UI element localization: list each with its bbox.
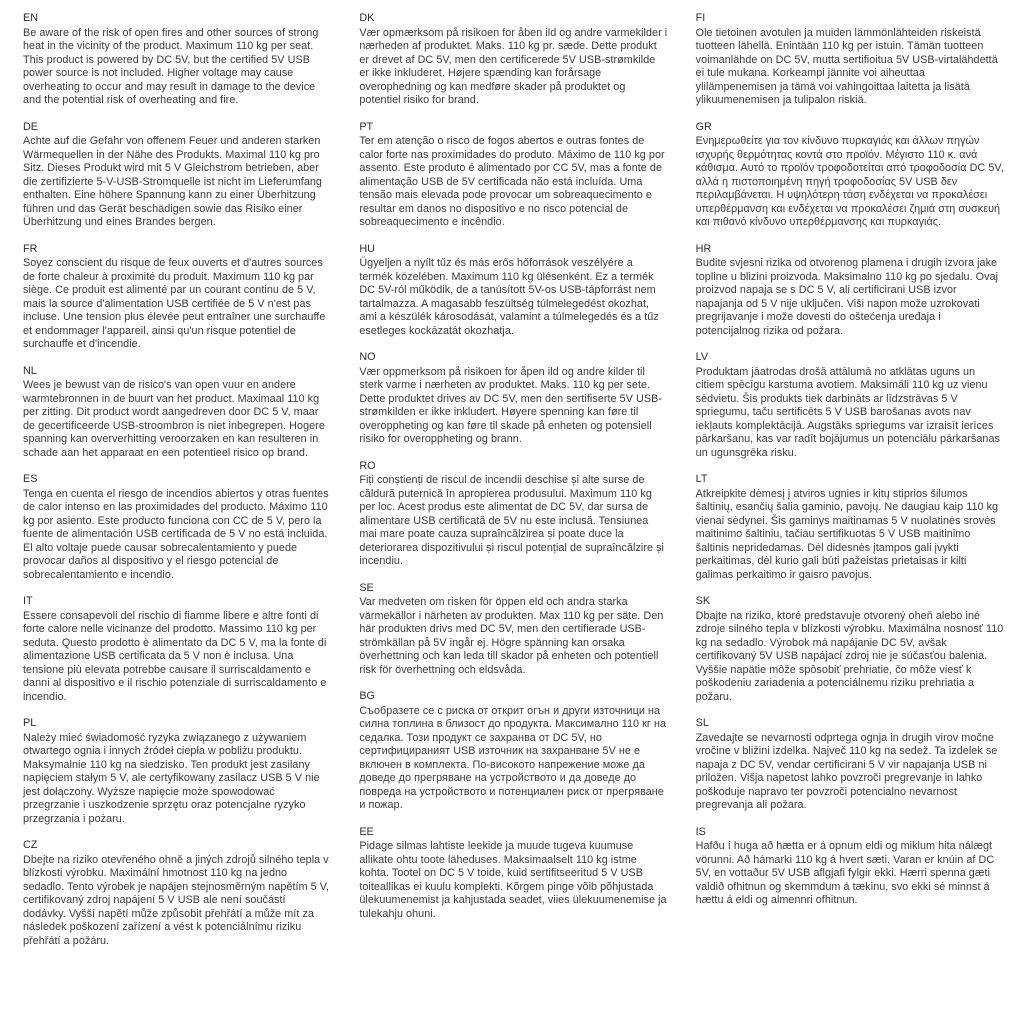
- lang-section-de: [23, 121, 331, 230]
- lang-text-sl: Zavedajte se nevarnosti odprtega ognja in drugih virov močne vročine v bližini izdelka. Največ 110 kg na sedež. Ta izdelek se napaja z DC 5V, vendar certificirani 5 V vir napajanja USB ni priložen. Višja napetost lahko povzroči pregrevanje in lahko poškoduje napravo ter povzroči potencialno nevarnost pregrevanja ali požara.: [695, 731, 998, 811]
- lang-code-ro: RO: [359, 459, 376, 472]
- lang-code-fr: FR: [23, 242, 38, 255]
- lang-section-no: [359, 351, 667, 447]
- lang-text-it: Essere consapevoli del rischio di fiamme libere e altre fonti di forte calore nelle vicinanze del prodotto. Massimo 110 kg per seduta. Questo prodotto è alimentato da DC 5 V, ma la fonte di alimentazione USB certificata da 5 V non è inclusa. Una tensione più elevata potrebbe causare il surriscaldamento e danni al dispositivo e il rischio potenziale di surriscaldamento e incendio.: [23, 609, 327, 703]
- lang-text-no: Vær oppmerksom på risikoen for åpen ild og andre kilder til sterk varme i nærheten av produktet. Maks. 110 kg per sete. Dette produktet drives av DC 5V, men den sertifiserte 5V USB-strømkilden er ikke inkludert. Høyere spenning kan føre til overoppheting og kan føre til skade på enheten og potensiell risiko for overoppheting og brann.: [359, 365, 663, 445]
- lang-section-lv: [696, 351, 1004, 460]
- lang-section-cz: [23, 839, 331, 948]
- lang-text-de: Achte auf die Gefahr von offenem Feuer und anderen starken Wärmequellen in der Nähe des Produkts. Maximal 110 kg pro Sitz. Dieses Produkt wird mit 5 V Gleichstrom betrieben, aber die zertifizierte 5-V-USB-Stromquelle ist nicht im Lieferumfang enthalten. Eine höhere Spannung kann zu einer Überhitzung führen und das Gerät beschädigen sowie das Risiko einer Überhitzung und eines Brandes bergen.: [23, 135, 322, 228]
- lang-section-sl: [696, 717, 1004, 813]
- lang-text-gr: Ενημερωθείτε για τον κίνδυνο πυρκαγιάς και άλλων πηγών ισχυρής θερμότητας κοντά στο προϊόν. Μέγιστο 110 κ. ανά κάθισμα. Αυτό το προϊόν τροφοδοτείται από τροφοδοσία DC 5V, αλλά η πιστοποιημένη πηγή τροφοδοσίας 5V USB δεν περιλαμβάνεται. Η υψηλότερη τάση ενδέχεται να προκαλέσει υπερθέρμανση και ενδέχεται να προκαλέσει ζημιά στη συσκευή και πιθανό κίνδυνο υπερθέρμανσης και πυρκαγιάς.: [695, 135, 1004, 228]
- lang-text-hu: Ügyeljen a nyílt tűz és más erős hőforrások veszélyére a termék közelében. Maximum 110 kg ülésenként. Ez a termék DC 5V-ról működik, de a tanúsított 5V-os USB-tápforrást nem tartalmazza. A magasabb feszültség túlmelegedést okozhat, ami a készülék károsodását, valamint a túlmelegedés és a tűz esetleges kockázatát okozhatja.: [359, 257, 659, 337]
- lang-code-sl: SL: [695, 717, 709, 729]
- lang-code-pt: PT: [359, 120, 374, 133]
- lang-code-bg: BG: [359, 690, 375, 702]
- lang-section-nl: [23, 365, 331, 461]
- lang-section-hr: [696, 243, 1004, 339]
- lang-section-is: [696, 826, 1004, 908]
- column-2: [359, 12, 667, 1014]
- lang-section-pt: [359, 121, 667, 230]
- lang-section-ro: [359, 460, 667, 569]
- lang-code-nl: NL: [23, 364, 37, 377]
- lang-code-hu: HU: [359, 242, 375, 255]
- lang-code-lt: LT: [695, 473, 708, 485]
- lang-text-pt: Ter em atenção o risco de fogos abertos e outras fontes de calor forte nas proximidades do produto. Máximo de 110 kg por assento. Este produto é alimentado por CC 5V, mas a fonte de alimentação USB de 5V certificada não está incluída. Uma tensão mais elevada pode provocar um sobreaquecimento e resultar em danos no dispositivo e no risco potencial de sobreaquecimento e incêndio.: [359, 135, 665, 228]
- lang-text-dk: Vær opmærksom på risikoen for åben ild og andre varmekilder i nærheden af produktet. Maks. 110 kg pr. sæde. Dette produkt er drevet af DC 5V, men den certificerede 5V USB-strømkilde er ikke inkluderet. Højere spænding kan forårsage overophedning og kan medføre skader på produktet og potentiel risiko for brand.: [359, 26, 668, 106]
- lang-code-sk: SK: [695, 595, 711, 607]
- lang-text-ee: Pidage silmas lahtiste leekide ja muude tugeva kuumuse allikate ohtu toote läheduses. Maksimaalselt 110 kg istme kohta. Tootel on DC 5 V toide, kuid sertifitseeritud 5 V USB toiteallikas ei kuulu komplekti. Kõrgem pinge võib põhjustada ülekuumenemist ja kahjustada seadet, viies ülekuumenemise ja tulekahju ohuni.: [359, 840, 667, 920]
- lang-code-ee: EE: [359, 825, 374, 838]
- lang-code-fi: FI: [695, 12, 706, 24]
- lang-code-hr: HR: [695, 242, 712, 255]
- lang-code-gr: GR: [695, 120, 712, 133]
- lang-text-fi: Ole tietoinen avotulen ja muiden lämmönlähteiden riskeistä tuotteen lähellä. Enintään 110 kg per istuin. Tämän tuotteen voimanlähde on DC 5V, mutta sertifioitua 5V USB-virtalähdettä ei tule mukana. Korkeampi jännite voi aiheuttaa ylilämpenemisen ja tämä voi vahingoittaa laitetta ja lisätä ylikuumenemisen ja tulipalon riskiä.: [695, 26, 998, 106]
- lang-text-se: Var medveten om risken för öppen eld och andra starka värmekällor i närheten av produkten. Max 110 kg per säte. Den här produkten drivs med DC 5V, men den certifierade USB-strömkällan på 5V ingår ej. Högre spänning kan orsaka överhettning och kan leda till skador på enheten och potentiell risk för överhettning och eldsvåda.: [359, 596, 664, 676]
- lang-code-es: ES: [23, 473, 38, 485]
- lang-section-gr: [696, 121, 1004, 230]
- lang-code-cz: CZ: [23, 839, 38, 851]
- lang-text-en: Be aware of the risk of open fires and other sources of strong heat in the vicinity of the product. Maximum 110 kg per seat. This product is powered by DC 5V, but the certified 5V USB power source is not included. Higher voltage may cause overheating to occur and may result in damage to the device and the potential risk of overheating and fire.: [23, 26, 319, 106]
- lang-code-pl: PL: [23, 717, 37, 729]
- lang-code-se: SE: [359, 581, 374, 594]
- lang-code-no: NO: [359, 351, 376, 363]
- lang-section-pl: [23, 717, 331, 826]
- lang-text-is: Hafðu í huga að hætta er á opnum eldi og miklum hita nálægt vörunni. Að hámarki 110 kg á hvert sæti. Varan er knúin af DC 5V, en vottaður 5V USB aflgjafi fylgir ekki. Hærri spenna gæti valdið ofhitnun og skemmdum á tækinu, svo ekki sé minnst á hættu á eldi og almennri ofhitnun.: [695, 840, 995, 906]
- lang-code-de: DE: [23, 120, 38, 133]
- lang-section-hu: [359, 243, 667, 339]
- lang-text-sk: Dbajte na riziko, ktoré predstavuje otvorený oheň alebo iné zdroje silného tepla v blízkosti výrobku. Maximálna nosnosť 110 kg na sedadlo. Výrobok má napájanie DC 5V, avšak certifikovaný 5V USB napájací zdroj nie je súčasťou balenia. Vyššie napätie môže spôsobiť prehriatie, čo môže viesť k poškodeniu zariadenia a potenciálnemu riziku prehriatia a požaru.: [695, 609, 1004, 703]
- column-3: [696, 12, 1004, 1014]
- lang-text-hr: Budite svjesni rizika od otvorenog plamena i drugih izvora jake topline u blizini proizvoda. Maksimalno 110 kg po sjedalu. Ovaj proizvod napaja se s DC 5 V, ali certificirani USB izvor napajanja od 5 V nije uključen. Viši napon može uzrokovati pregrijavanje i može dovesti do oštećenja uređaja i potencijalnog rizika od požara.: [695, 257, 999, 337]
- lang-section-sk: [696, 595, 1004, 704]
- lang-section-it: [23, 595, 331, 704]
- lang-text-lt: Atkreipkite dėmesį į atviros ugnies ir kitų stiprios šilumos šaltinių, esančių šalia gaminio, pavojų. Ne daugiau kaip 110 kg vienai sėdynei. Šis gaminys maitinamas 5 V nuolatinės srovės maitinimo šaltiniu, tačiau sertifikuotas 5 V USB maitinimo šaltinis nepridedamas. Dėl didesnės įtampos gali įvykti perkaitimas, dėl kurio gali būti pažeistas prietaisas ir kilti galimas perkaitimo ir gaisro pavojus.: [695, 487, 999, 581]
- lang-text-ro: Fiți conștienți de riscul de incendii deschise și alte surse de căldură puternică în apropierea produsului. Maximum 110 kg per loc. Acest produs este alimentat de DC 5V, dar sursa de alimentare USB certificată de 5V nu este inclusă. Tensiunea mai mare poate cauza supraîncălzirea și poate duce la deteriorarea dispozitivului și riscul potențial de supraîncălzire și incendiu.: [359, 474, 664, 567]
- lang-code-is: IS: [695, 825, 706, 838]
- lang-code-lv: LV: [695, 351, 709, 363]
- lang-text-fr: Soyez conscient du risque de feux ouverts et d'autres sources de forte chaleur à proximité du produit. Maximum 110 kg par siège. Ce produit est alimenté par un courant continu de 5 V, mais la source d'alimentation USB certifiée de 5 V n'est pas incluse. Une tension plus élevée peut entraîner une surchauffe et endommager l'appareil, ainsi qu'un risque potentiel de surchauffe et d'incendie.: [23, 257, 326, 350]
- lang-section-fr: [23, 243, 331, 352]
- lang-code-dk: DK: [359, 12, 375, 24]
- lang-text-bg: Съобразете се с риска от открит огън и други източници на силна топлина в близост до продукта. Максимално 110 кг на седалка. Този продукт се захранва от DC 5V, но сертифицираният USB източник на захранване 5V не е включен в комплекта. По-високото напрежение може да доведе до прегряване на устройството и да доведе до повреда на устройството и потенциален риск от прегряване и пожар.: [359, 704, 667, 811]
- lang-text-nl: Wees je bewust van de risico's van open vuur en andere warmtebronnen in de buurt van het product. Maximaal 110 kg per zitting. Dit product wordt aangedreven door DC 5 V, maar de gecertificeerde USB-stroombron is niet inbegrepen. Hogere spanning kan oververhitting veroorzaken en kan resulteren in schade aan het apparaat en een potentieel risico op brand.: [23, 379, 325, 459]
- lang-section-es: [23, 473, 331, 582]
- lang-section-lt: [696, 473, 1004, 582]
- lang-code-en: EN: [23, 12, 38, 24]
- lang-text-es: Tenga en cuenta el riesgo de incendios abiertos y otras fuentes de calor intenso en las proximidades del producto. Máximo 110 kg por asiento. Este producto funciona con CC de 5 V, pero la fuente de alimentación USB certificada de 5 V no está incluida. El alto voltaje puede causar sobrecalentamiento y puede provocar daños al dispositivo y el riesgo potencial de sobrecalentamiento e incendio.: [23, 487, 329, 581]
- lang-section-en: [23, 12, 331, 108]
- lang-text-cz: Dbejte na riziko otevřeného ohně a jiných zdrojů silného tepla v blízkosti výrobku. Maximální hmotnost 110 kg na jedno sedadlo. Tento výrobek je napájen stejnosměrným napětím 5 V, certifikovaný zdroj napájení 5 V USB ale není součástí dodávky. Vyšší napětí může způsobit přehřátí a může mít za následek poškození zařízení a vést k potenciálnímu riziku přehřátí a požáru.: [23, 853, 330, 947]
- column-1: [23, 12, 331, 1014]
- lang-text-lv: Produktam jāatrodas drošā attālumā no atklātas uguns un citiem spēcīgu karstuma avotiem. Maksimāli 110 kg uz vienu sēdvietu. Šis produkts tiek darbināts ar līdzstrāvas 5 V spriegumu, taču sertificēts 5 V USB barošanas avots nav iekļauts komplektācijā. Augstāks spriegums var izraisīt ierīces pārkaršanu, kas var radīt bojājumus un potenciālu pārkaršanas un ugunsgrēka risku.: [695, 365, 1000, 459]
- lang-text-pl: Należy mieć świadomość ryzyka związanego z używaniem otwartego ognia i innych źródeł ciepła w pobliżu produktu. Maksymalnie 110 kg na siedzisko. Ten produkt jest zasilany napięciem stałym 5 V, ale certyfikowany zasilacz USB 5 V nie jest dołączony. Wyższe napięcie może spowodować przegrzanie i uszkodzenie sprzętu oraz potencjalne ryzyko przegrzania i pożaru.: [23, 731, 320, 825]
- lang-section-se: [359, 582, 667, 678]
- lang-code-it: IT: [23, 595, 33, 607]
- lang-section-dk: [359, 12, 667, 108]
- lang-section-bg: [359, 690, 667, 813]
- lang-section-ee: [359, 826, 667, 922]
- lang-section-fi: [696, 12, 1004, 108]
